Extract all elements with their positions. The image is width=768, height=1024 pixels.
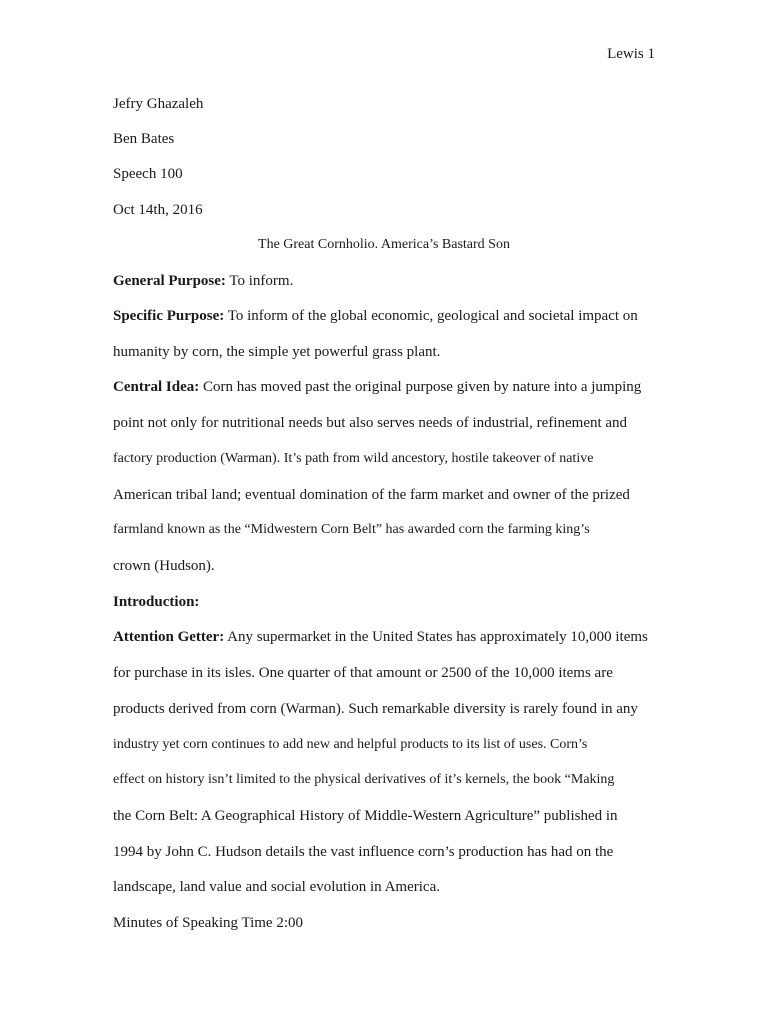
course-name: Speech 100 [113,166,183,182]
speaking-time: Minutes of Speaking Time 2:00 [113,915,304,931]
attention-getter-label: Attention Getter: [113,629,225,645]
introduction-heading: Introduction: [113,594,200,610]
attention-getter-line-5: effect on history isn’t limited to the physical derivatives of it’s kernels, the book “Making [113,772,615,787]
general-purpose-text: To inform. [225,273,294,289]
attention-getter-line-7: 1994 by John C. Hudson details the vast influence corn’s production has had on the [113,844,614,860]
specific-purpose-label: Specific Purpose: [113,308,225,324]
attention-getter-line-3: products derived from corn (Warman). Such remarkable diversity is rarely found in any [113,701,638,717]
attention-getter-line-4: industry yet corn continues to add new and helpful products to its list of uses. Corn’s [113,737,588,752]
attention-getter-line-8: landscape, land value and social evolution in America. [113,879,440,895]
central-idea-line-2: point not only for nutritional needs but also serves needs of industrial, refinement and [113,415,628,431]
document-date: Oct 14th, 2016 [113,202,203,218]
document-title: The Great Cornholio. America’s Bastard Son [258,237,510,252]
central-idea-line-1 [113,377,641,397]
student-name: Jefry Ghazaleh [113,96,204,112]
attention-getter-line-6: the Corn Belt: A Geographical History of Middle-Western Agriculture” published in [113,808,618,824]
instructor-name: Ben Bates [113,131,175,147]
specific-purpose-line-2: humanity by corn, the simple yet powerful grass plant. [113,344,441,360]
attention-getter-line-1 [113,627,648,647]
general-purpose [113,271,293,291]
central-idea-line-6: crown (Hudson). [113,558,215,574]
specific-purpose-line-1 [113,306,638,326]
specific-purpose-text: To inform of the global economic, geological and societal impact on [224,308,638,324]
central-idea-line-3: factory production (Warman). It’s path from wild ancestory, hostile takeover of native [113,451,594,466]
attention-getter-text: Any supermarket in the United States has approximately 10,000 items [224,629,648,645]
central-idea-text: Corn has moved past the original purpose given by nature into a jumping [199,379,642,395]
attention-getter-line-2: for purchase in its isles. One quarter of that amount or 2500 of the 10,000 items are [113,665,613,681]
general-purpose-label: General Purpose: [113,273,226,289]
page-header-number: Lewis 1 [607,46,655,62]
central-idea-label: Central Idea: [113,379,200,395]
central-idea-line-5: farmland known as the “Midwestern Corn Belt” has awarded corn the farming king’s [113,522,590,537]
central-idea-line-4: American tribal land; eventual domination of the farm market and owner of the prized [113,487,630,503]
